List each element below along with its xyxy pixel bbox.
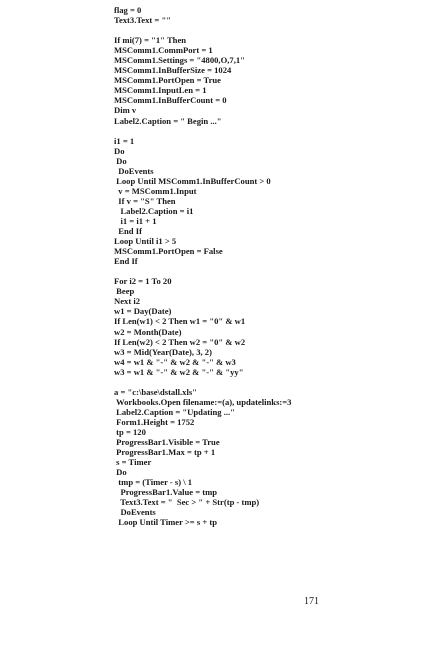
code-line: Workbooks.Open filename:=(a), updatelinks:=3 (114, 396, 292, 407)
code-line: Label2.Caption = "Updating ..." (114, 406, 235, 417)
code-line: Loop Until i1 > 5 (114, 236, 177, 247)
code-line: Dim v (114, 105, 137, 116)
code-line: Next i2 (114, 296, 141, 307)
code-line: ProgressBar1.Value = tmp (114, 487, 218, 498)
code-line: s = Timer (114, 457, 152, 468)
code-line: MSComm1.CommPort = 1 (114, 45, 213, 56)
code-line: MSComm1.InBufferSize = 1024 (114, 65, 232, 76)
code-line: End If (114, 226, 142, 237)
code-line: MSComm1.InBufferCount = 0 (114, 95, 227, 106)
code-line: tmp = (Timer - s) \ 1 (114, 477, 193, 488)
code-line: ProgressBar1.Max = tp + 1 (114, 447, 216, 458)
code-line: Loop Until Timer >= s + tp (114, 517, 218, 528)
code-line: Form1.Height = 1752 (114, 416, 195, 427)
page-number: 171 (304, 596, 319, 607)
code-line: v = MSComm1.Input (114, 185, 197, 196)
code-line: w3 = Mid(Year(Date), 3, 2) (114, 346, 212, 357)
blank-line (114, 126, 414, 136)
code-line: Do (114, 467, 127, 478)
code-line: ProgressBar1.Visible = True (114, 437, 220, 448)
code-line: Text3.Text = " Sec > " + Str(tp - tmp) (114, 497, 260, 508)
code-line: w1 = Day(Date) (114, 306, 172, 317)
code-line: Text3.Text = "" (114, 15, 172, 26)
code-line: Label2.Caption = i1 (114, 205, 194, 216)
code-line: MSComm1.PortOpen = True (114, 75, 221, 86)
blank-line (114, 266, 414, 276)
code-line: DoEvents (114, 507, 156, 518)
code-listing (114, 5, 414, 527)
code-line: If Len(w2) < 2 Then w2 = "0" & w2 (114, 336, 246, 347)
code-line: End If (114, 256, 138, 267)
code-line: i1 = 1 (114, 135, 135, 146)
code-line: For i2 = 1 To 20 (114, 276, 172, 287)
code-line: Loop Until MSComm1.InBufferCount > 0 (114, 175, 271, 186)
code-line: w3 = w1 & "-" & w2 & "-" & "yy" (114, 366, 244, 377)
code-line: Do (114, 155, 127, 166)
blank-line (114, 377, 414, 387)
code-line: If mi(7) = "1" Then (114, 35, 187, 46)
code-line: If v = "S" Then (114, 195, 176, 206)
code-line: MSComm1.PortOpen = False (114, 246, 223, 257)
code-line: w4 = w1 & "-" & w2 & "-" & w3 (114, 356, 236, 367)
code-line: w2 = Month(Date) (114, 326, 182, 337)
code-line: MSComm1.InputLen = 1 (114, 85, 207, 96)
code-line: flag = 0 (114, 5, 142, 15)
code-line: Do (114, 145, 125, 156)
code-line: DoEvents (114, 165, 154, 176)
code-line: a = "c:\base\dstall.xls" (114, 386, 197, 397)
code-line: tp = 120 (114, 426, 146, 437)
code-line: Beep (114, 286, 135, 297)
code-line: Label2.Caption = " Begin ..." (114, 115, 222, 126)
code-line: MSComm1.Settings = "4800,O,7,1" (114, 55, 245, 66)
blank-line (114, 25, 414, 35)
code-line: If Len(w1) < 2 Then w1 = "0" & w1 (114, 316, 246, 327)
code-line: i1 = i1 + 1 (114, 215, 157, 226)
